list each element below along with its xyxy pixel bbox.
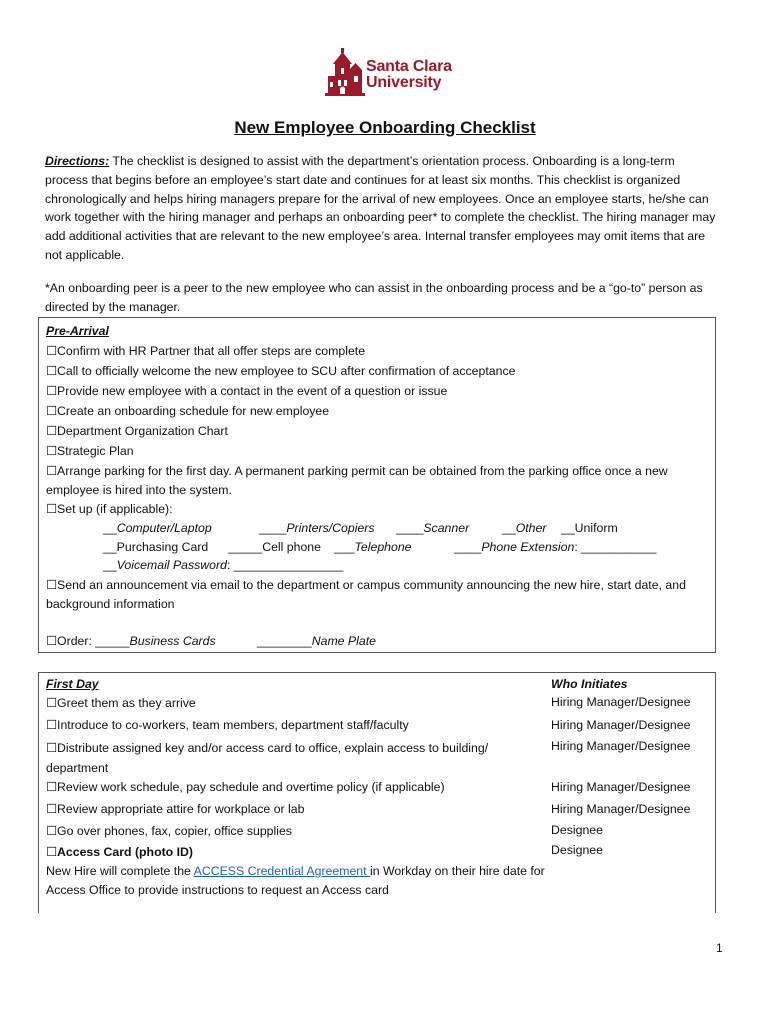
checklist-item: ☐Review work schedule, pay schedule and overtime policy (if applicable) <box>46 780 445 794</box>
checkbox[interactable]: ☐ <box>46 824 58 838</box>
checklist-item: ☐Greet them as they arrive <box>46 696 196 710</box>
who-initiates-value: Hiring Manager/Designee <box>551 780 691 794</box>
checkbox[interactable]: ☐ <box>46 344 58 358</box>
setup-purchasing-card: __Purchasing Card <box>103 540 209 554</box>
who-initiates-value: Hiring Manager/Designee <box>551 802 691 816</box>
checklist-item: ☐Review appropriate attire for workplace or lab <box>46 802 305 816</box>
pre-arrival-heading: Pre-Arrival <box>46 324 109 338</box>
checklist-item: ☐Create an onboarding schedule for new employee <box>46 404 330 418</box>
logo-line-1: Santa Clara <box>366 58 452 75</box>
setup-printers: ____Printers/Copiers <box>259 521 375 535</box>
setup-telephone: ___Telephone <box>334 540 412 554</box>
setup-phone-extension: ____Phone Extension: ___________ <box>454 540 657 554</box>
access-credential-agreement-link[interactable]: ACCESS Credential Agreement <box>193 864 370 878</box>
university-logo <box>325 46 455 98</box>
checkbox[interactable]: ☐ <box>46 364 58 378</box>
checklist-item: ☐Arrange parking for the first day. A permanent parking permit can be obtained from the parking office once a new employee is hired into the system. <box>46 464 668 497</box>
checklist-item: ☐Department Organization Chart <box>46 424 228 438</box>
checklist-item: ☐Confirm with HR Partner that all offer steps are complete <box>46 344 366 358</box>
setup-computer: __Computer/Laptop <box>103 521 212 535</box>
peer-note: *An onboarding peer is a peer to the new employee who can assist in the onboarding process and be a “go-to” person as directed by the manager. <box>45 281 703 314</box>
who-initiates-value: Designee <box>551 823 603 837</box>
first-day-heading: First Day <box>46 677 99 691</box>
setup-voicemail: __Voicemail Password: ________________ <box>103 558 344 572</box>
checkbox[interactable]: ☐ <box>46 718 58 732</box>
setup-scanner: ____Scanner <box>396 521 470 535</box>
order-name-plate: ________Name Plate <box>257 634 376 648</box>
checkbox[interactable]: ☐ <box>46 464 58 478</box>
setup-other: __Other <box>502 521 547 535</box>
checklist-item: ☐Access Card (photo ID) <box>46 845 193 859</box>
logo-wordmark <box>366 59 452 91</box>
checkbox[interactable]: ☐ <box>46 741 58 755</box>
checkbox[interactable]: ☐ <box>46 444 58 458</box>
checklist-item: ☐Call to officially welcome the new employee to SCU after confirmation of acceptance <box>46 364 516 378</box>
checkbox[interactable]: ☐ <box>46 780 58 794</box>
checkbox[interactable]: ☐ <box>46 578 58 592</box>
checklist-item-announcement: ☐Send an announcement via email to the department or campus community announcing the new hire, start date, and background information <box>46 578 686 611</box>
directions-text: The checklist is designed to assist with the department’s orientation process. Onboarding is a long-term process that begins before an employee’s start date and continues for at least six months. This checklist is organized chronologically and helps hiring managers prepare for the arrival of new employees. Once an employee starts, he/she can work together with the hiring manager and perhaps an onboarding peer* to complete the checklist. The hiring manager may add additional activities that are relevant to the new employee’s area. Internal transfer employees may omit items that are not applicable. <box>45 154 716 262</box>
who-initiates-value: Hiring Manager/Designee <box>551 695 691 709</box>
mission-church-icon <box>325 46 365 98</box>
who-initiates-value: Hiring Manager/Designee <box>551 739 691 753</box>
who-initiates-heading: Who Initiates <box>551 677 628 691</box>
page-title: New Employee Onboarding Checklist <box>234 118 536 137</box>
checkbox[interactable]: ☐ <box>46 502 58 516</box>
checkbox[interactable]: ☐ <box>46 634 58 648</box>
checklist-item: ☐Set up (if applicable): <box>46 502 173 516</box>
checklist-item: ☐Introduce to co-workers, team members, department staff/faculty <box>46 718 409 732</box>
setup-cell-phone: _____Cell phone <box>228 540 321 554</box>
access-card-note: New Hire will complete the ACCESS Credential Agreement in Workday on their hire date for Access Office to provide instructions to request an Access card <box>46 864 545 897</box>
logo-line-2: University <box>366 74 442 91</box>
checkbox[interactable]: ☐ <box>46 404 58 418</box>
checkbox[interactable]: ☐ <box>46 384 58 398</box>
directions-label: Directions: <box>45 154 110 168</box>
checklist-item: ☐Strategic Plan <box>46 444 134 458</box>
directions-paragraph <box>45 152 720 265</box>
setup-uniform: __Uniform <box>561 521 618 535</box>
checklist-item: ☐Provide new employee with a contact in the event of a question or issue <box>46 384 448 398</box>
who-initiates-value: Hiring Manager/Designee <box>551 718 691 732</box>
checkbox[interactable]: ☐ <box>46 802 58 816</box>
checkbox[interactable]: ☐ <box>46 845 58 859</box>
checklist-item: ☐Distribute assigned key and/or access card to office, explain access to building/ department <box>46 741 489 775</box>
checklist-item: ☐Go over phones, fax, copier, office supplies <box>46 824 292 838</box>
who-initiates-value: Designee <box>551 843 603 857</box>
checkbox[interactable]: ☐ <box>46 696 58 710</box>
page-number: 1 <box>716 941 723 955</box>
checklist-item-order: ☐Order: _____Business Cards <box>46 634 216 648</box>
checkbox[interactable]: ☐ <box>46 424 58 438</box>
